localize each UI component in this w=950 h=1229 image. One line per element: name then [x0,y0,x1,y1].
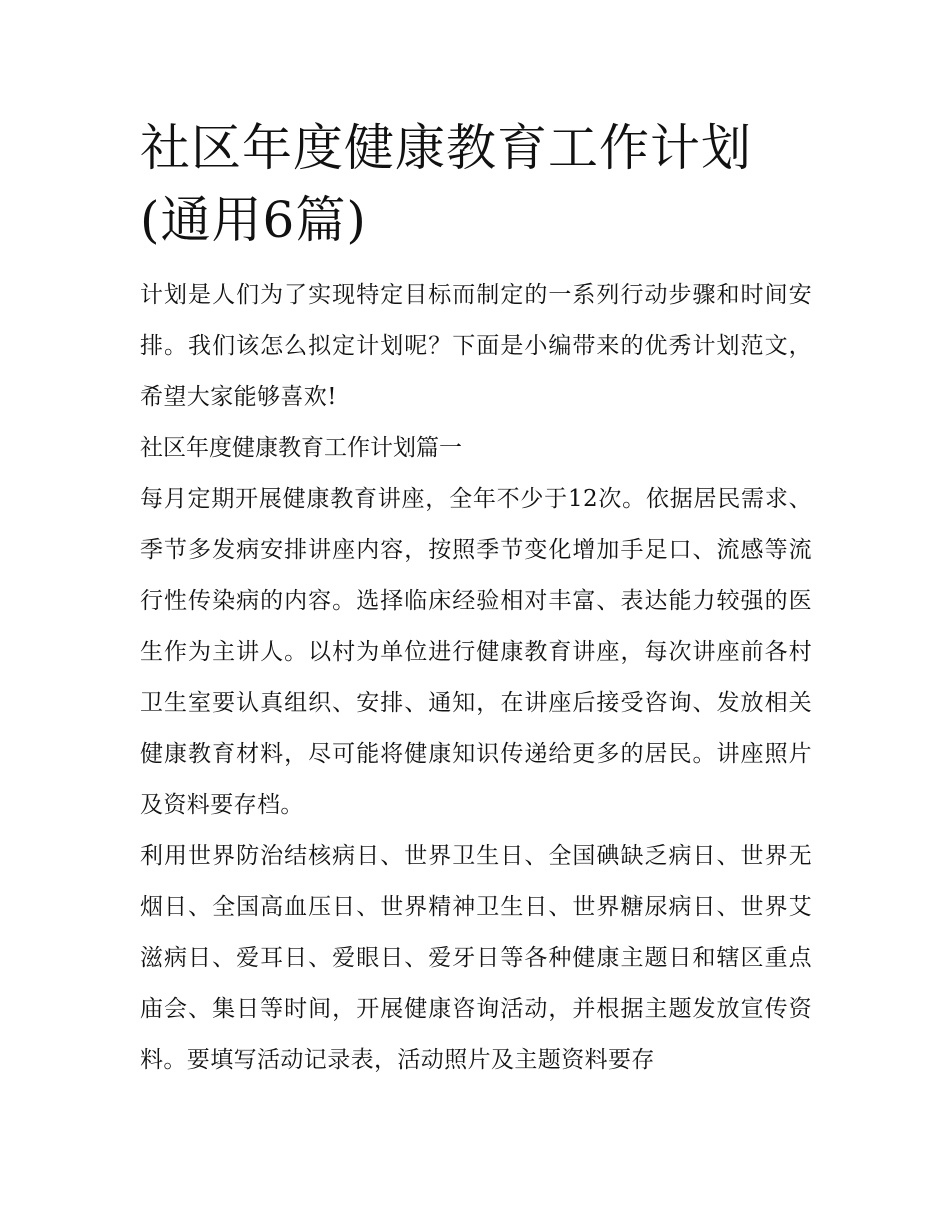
section-heading: 社区年度健康教育工作计划篇一 [140,435,462,461]
body-paragraph-1: 每月定期开展健康教育讲座，全年不少于12次。依据居民需求、季节多发病安排讲座内容，按照季节变化增加手足口、流感等流行性传染病的内容。选择临床经验相对丰富、表达能力较强的医生作为主讲人。以村为单位进行健康教育讲座，每次讲座前各村卫生室要认真组织、安排、通知，在讲座后接受咨询、发放相关健康教育材料，尽可能将健康知识传递给更多的居民。讲座照片及资料要存档。 [140,486,812,818]
body-paragraph-2: 利用世界防治结核病日、世界卫生日、全国碘缺乏病日、世界无烟日、全国高血压日、世界精神卫生日、世界糖尿病日、世界艾滋病日、爱耳日、爱眼日、爱牙日等各种健康主题日和辖区重点庙会、集日等时间，开展健康咨询活动，并根据主题发放宣传资料。要填写活动记录表，活动照片及主题资料要存 [140,843,812,1073]
intro-paragraph: 计划是人们为了实现特定目标而制定的一系列行动步骤和时间安排。我们该怎么拟定计划呢？下面是小编带来的优秀计划范文，希望大家能够喜欢! [140,282,812,410]
document-page [140,112,812,1086]
document-title: 社区年度健康教育工作计划(通用6篇) [140,119,752,249]
